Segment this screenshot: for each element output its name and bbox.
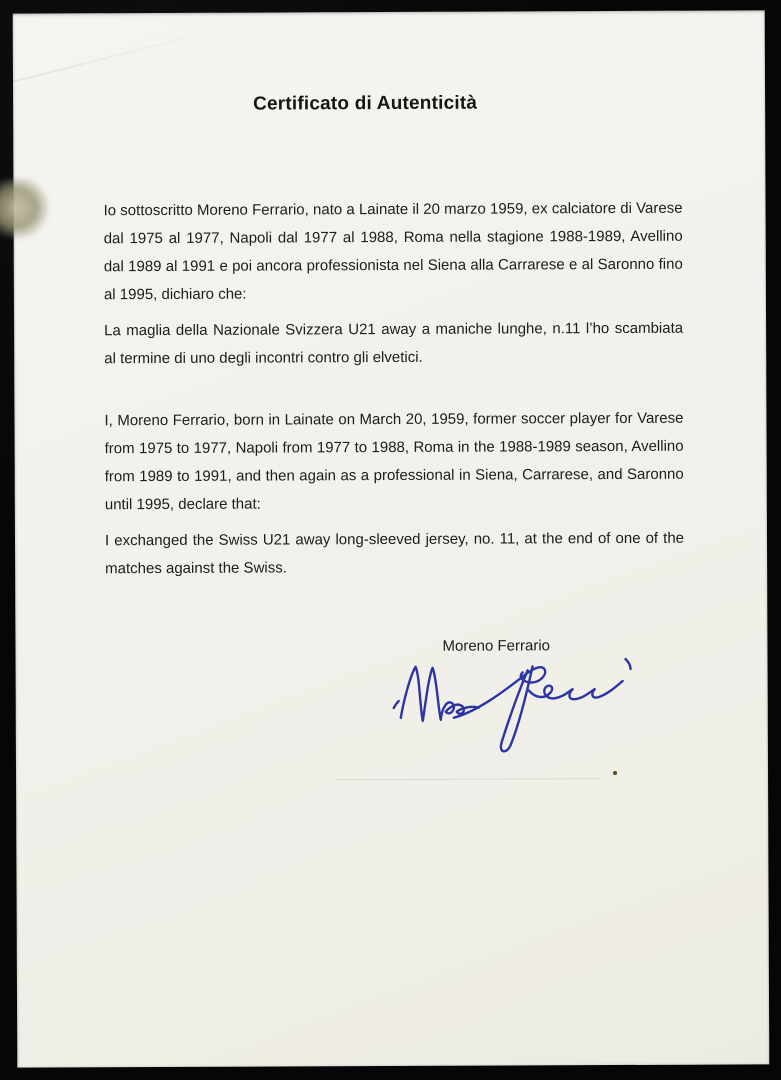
paragraph-italian-statement: La maglia della Nazionale Svizzera U21 away a maniche lunghe, n.11 l’ho scambiata al termine di uno degli incontri contro gli elvetici. (104, 319, 684, 368)
paper-crease-top (1, 15, 273, 86)
paragraph-english-declaration: I, Moreno Ferrario, born in Lainate on March 20, 1959, former soccer player for Varese from 1975 to 1977, Napoli from 1977 to 1988, Roma in the 1988-1989 season, Avellino from 1989 to 1991, and then again as a professional in Siena, Carrarese, and Saronno until 1995, declare that: (104, 409, 684, 514)
handwritten-signature-ink (391, 649, 646, 765)
scan-edge-stain (0, 178, 50, 240)
signature-stroke-accent (626, 659, 631, 669)
signature-stroke-descender (501, 666, 533, 751)
signer-typed-name: Moreno Ferrario (442, 637, 551, 655)
certificate-page (13, 10, 770, 1067)
ink-speck (613, 771, 617, 775)
paragraph-english-statement: I exchanged the Swiss U21 away long-sleeved jersey, no. 11, at the end of one of the matches against the Swiss. (104, 529, 685, 578)
document-body (104, 195, 685, 592)
paper-crease-middle (336, 778, 601, 780)
signature-stroke-lead (394, 701, 399, 708)
paragraph-italian-declaration: Io sottoscritto Moreno Ferrario, nato a Lainate il 20 marzo 1959, ex calciatore di Varese dal 1975 al 1977, Napoli dal 1977 al 1988, Roma nella stagione 1988-1989, Avellino dal 1989 al 1991 e poi ancora professionista nel Siena alla Carrarese e al Saronno fino al 1995, dichiaro che: (103, 199, 683, 304)
signature-stroke-tail (529, 681, 623, 699)
document-title: Certificato di Autenticità (253, 92, 478, 115)
